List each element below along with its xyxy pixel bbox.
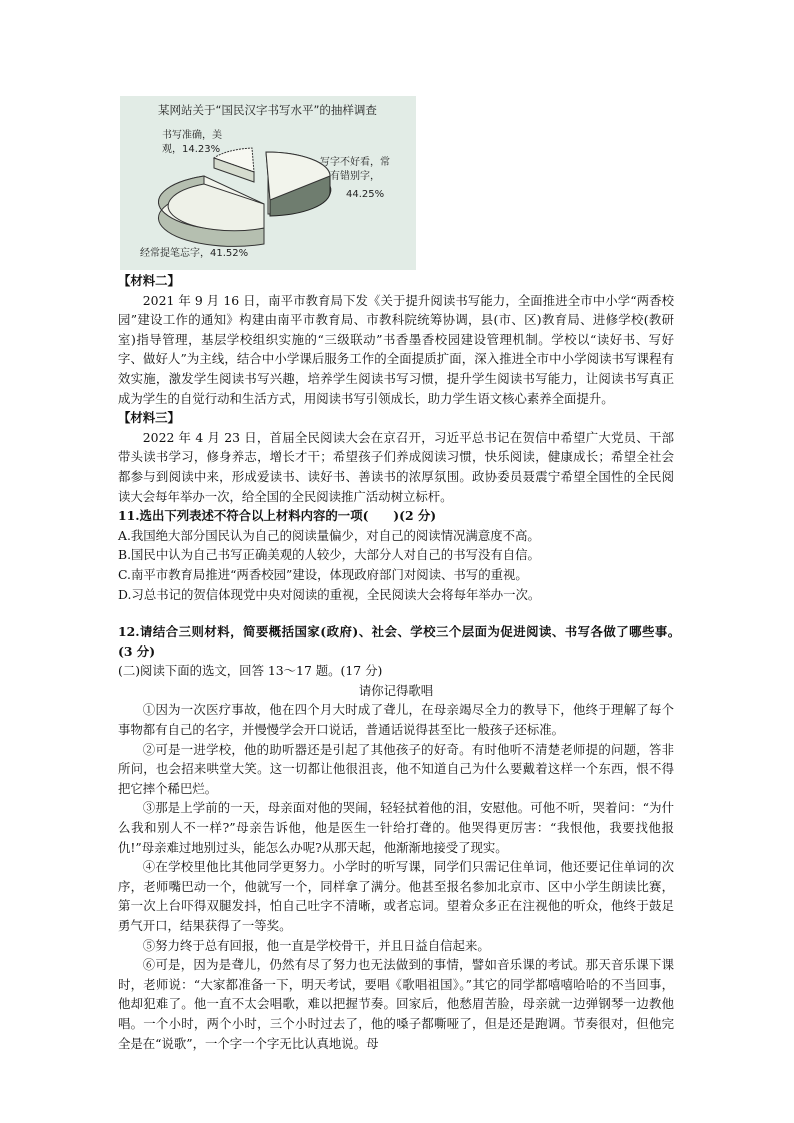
question-11-stem: 11.选出下列表述不符合以上材料内容的一项( )(2 分) bbox=[118, 508, 437, 524]
document-body bbox=[118, 271, 687, 1053]
question-11-option-a: A.我国绝大部分国民认为自己的阅读量偏少，对自己的阅读情况满意度不高。 bbox=[118, 527, 540, 543]
article-paragraph-1: ①因为一次医疗事故，他在四个月大时成了聋儿，在母亲竭尽全力的教导下，他终于理解了每个事物都有自己的名字，并慢慢学会开口说话，普通话说得甚至比一般孩子还标准。 bbox=[118, 702, 674, 738]
slice-label-accurate-line2: 观，14.23% bbox=[162, 144, 221, 155]
slice-label-forget-characters: 经常提笔忘字，41.52% bbox=[140, 248, 249, 259]
material2-paragraph: 2021 年 9 月 16 日，南平市教育局下发《关于提升阅读书写能力，全面推进全市中小学“两香校园”建设工作的通知》构建由南平市教育局、市教科院统筹协调，县(市、区)教育局、进修学校(教研室)指导管理，基层学校组织实施的“三级联动”书香墨香校园建设管理机制。学校以“读好书、写好字、做好人”为主线，结合中小学课后服务工作的全面提质扩面，深入推进全市中小学阅读书写课程有效实施，激发学生阅读书写兴趣，培养学生阅读书写习惯，提升学生阅读书写能力，让阅读书写真正成为学生的自觉行动和生活方式，用阅读书写引领成长，助力学生语文核心素养全面提升。 bbox=[118, 292, 674, 406]
material3-paragraph: 2022 年 4 月 23 日，首届全民阅读大会在京召开，习近平总书记在贺信中希望广大党员、干部带头读书学习，修身养志，增长才干；希望孩子们养成阅读习惯，快乐阅读，健康成长；希望全社会都参与到阅读中来，形成爱读书、读好书、善读书的浓厚氛围。政协委员聂震宁希望全国性的全民阅读大会每年举办一次，给全国的全民阅读推广活动树立标杆。 bbox=[118, 429, 674, 504]
question-11-option-b: B.国民中认为自己书写正确美观的人较少，大部分人对自己的书写没有自信。 bbox=[118, 547, 540, 563]
material2-heading: 【材料二】 bbox=[118, 273, 180, 288]
article-paragraph-5: ⑤努力终于总有回报，他一直是学校骨干，并且日益自信起来。 bbox=[142, 937, 490, 953]
section2-intro: (二)阅读下面的选文，回答 13～17 题。(17 分) bbox=[118, 663, 383, 679]
article-paragraph-4: ④在学校里他比其他同学更努力。小学时的听写课，同学们只需记住单词，他还要记住单词的次序，老师嘴巴动一个，他就写一个，同样拿了满分。他甚至报名参加北京市、区中小学生朗读比赛，第一次上台吓得双腿发抖，怕自己吐字不清晰，或者忘词。望着众多正在注视他的听众，他终于鼓足勇气开口，结果获得了一等奖。 bbox=[118, 859, 674, 933]
chart-title: 某网站关于“国民汉字书写水平”的抽样调查 bbox=[158, 103, 377, 117]
slice-label-not-good-line1: 写字不好看，常 bbox=[320, 157, 390, 168]
question-11-option-d: D.习总书记的贺信体现党中央对阅读的重视，全民阅读大会将每年举办一次。 bbox=[118, 586, 541, 602]
survey-pie-chart-figure bbox=[120, 96, 416, 270]
slice-label-accurate-line1: 书写准确，美 bbox=[162, 130, 222, 141]
material3-heading: 【材料三】 bbox=[118, 410, 180, 426]
article-title: 请你记得歌唱 bbox=[358, 682, 434, 698]
slice-label-not-good-value: 44.25% bbox=[346, 189, 385, 200]
article-paragraph-2: ②可是一进学校，他的助听器还是引起了其他孩子的好奇。有时他听不清楚老师提的问题，答非所问，也会招来哄堂大笑。这一切都让他很沮丧，他不知道自己为什么要戴着这样一个东西，恨不得把它摔个稀巴烂。 bbox=[118, 741, 674, 796]
spacer bbox=[118, 604, 674, 622]
question-12-stem: 12.请结合三则材料，简要概括国家(政府)、社会、学校三个层面为促进阅读、书写各做了哪些事。 (3 分) bbox=[118, 624, 687, 659]
article-paragraph-3: ③那是上学前的一天，母亲面对他的哭闹，轻轻拭着他的泪，安慰他。可他不听，哭着问：“为什么我和别人不一样?”母亲告诉他，他是医生一针给打聋的。他哭得更厉害：“我恨他，我要找他报仇!”母亲难过地别过头，能怎么办呢?从那天起，他渐渐地接受了现实。 bbox=[118, 800, 674, 855]
question-11-option-c: C.南平市教育局推进“两香校园”建设，体现政府部门对阅读、书写的重视。 bbox=[118, 566, 528, 582]
article-paragraph-6: ⑥可是，因为是聋儿，仍然有尽了努力也无法做到的事情，譬如音乐课的考试。那天音乐课下课时，老师说：“大家都准备一下，明天考试，要唱《歌唱祖国》。”其它的同学都嘻嘻哈哈的不当回事，他却犯难了。他一直不太会唱歌，难以把握节奏。回家后，他愁眉苦脸，母亲就一边弹钢琴一边教他唱。一个小时，两个小时，三个小时过去了，他的嗓子都嘶哑了，但是还是跑调。节奏很对，但他完全是在“说歌”，一个字一个字无比认真地说。母 bbox=[118, 957, 674, 1051]
slice-label-not-good-line2: 有错别字， bbox=[330, 171, 380, 182]
